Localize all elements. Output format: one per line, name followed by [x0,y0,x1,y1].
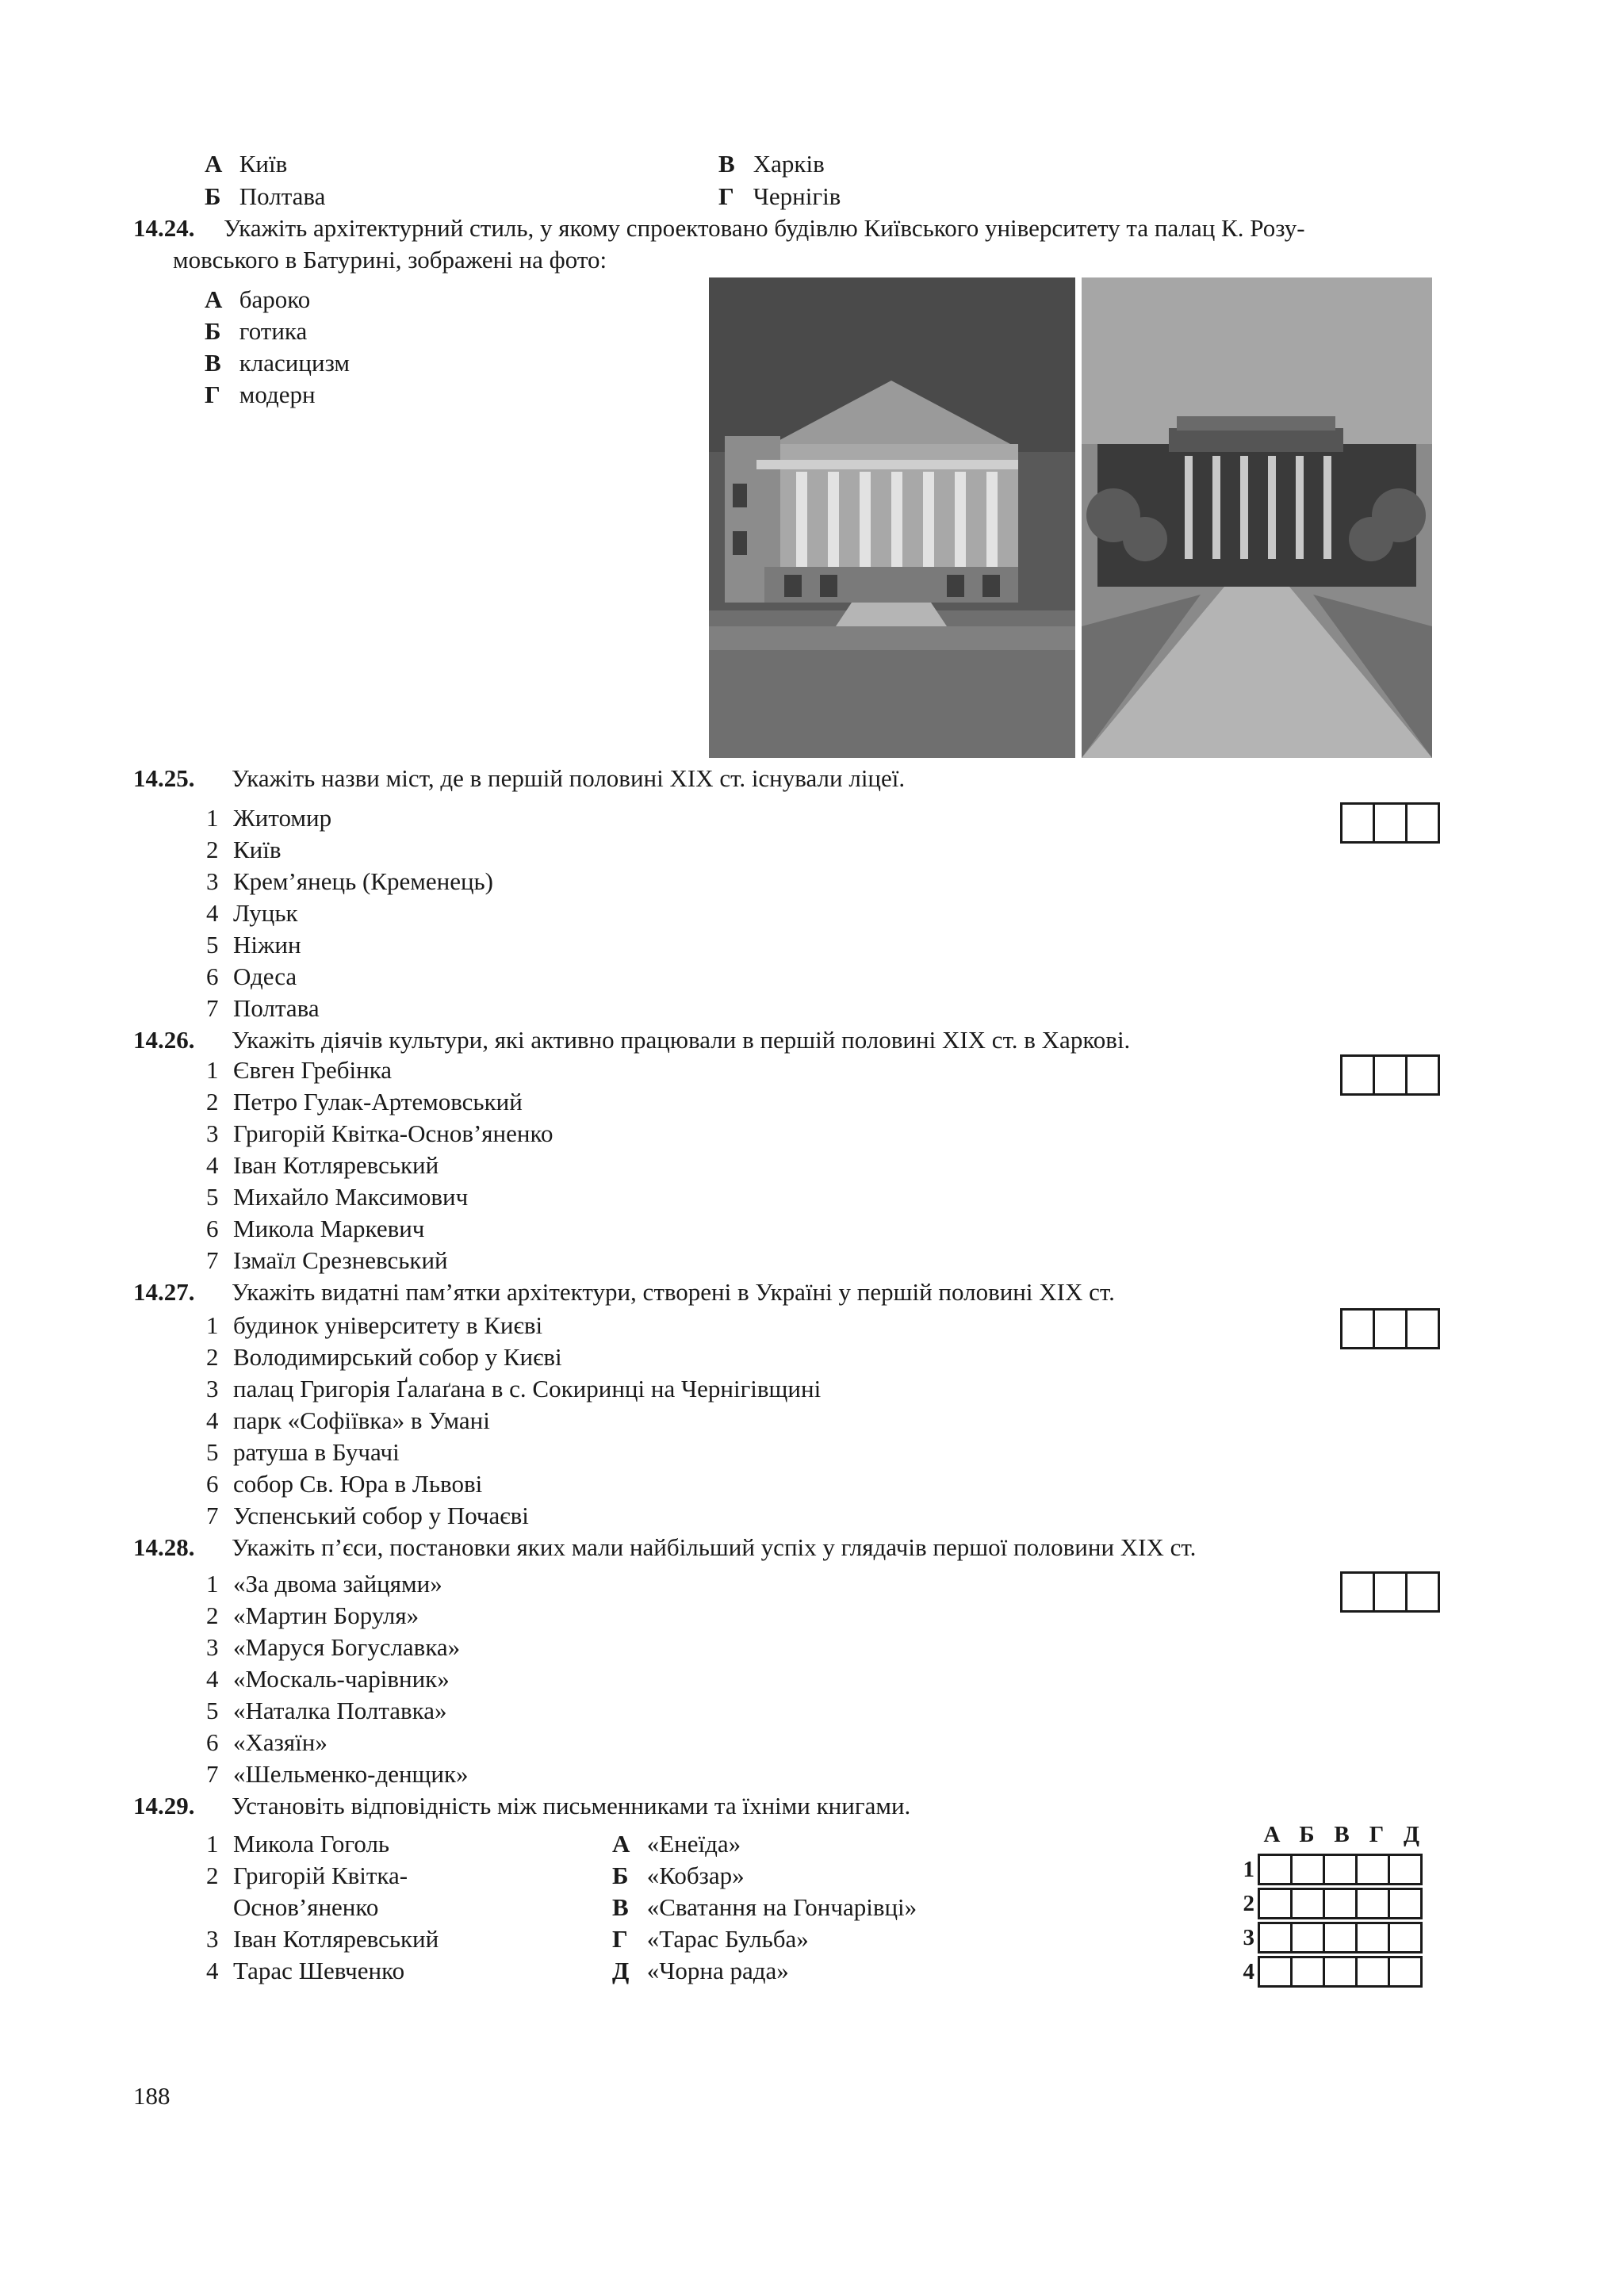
q26-question [133,1024,1481,1056]
question-text: Укажіть п’єси, постановки яких мали найбільший успіх у глядачів першої половини XIX ст. [232,1533,1197,1561]
q28-item-3: 3 «Маруся Богуславка» [206,1633,461,1661]
q26-item-4: 4 Іван Котляревський [206,1151,439,1179]
answer-cell[interactable] [1373,802,1408,844]
q26-item-2: 2 Петро Гулак-Артемовський [206,1088,523,1115]
q26-answer-boxes[interactable] [1340,1054,1440,1096]
question-text: Установіть відповідність між письменниками та їхніми книгами. [232,1792,911,1820]
q27-item-7: 7 Успенський собор у Почаєві [206,1502,529,1529]
answer-cell[interactable] [1373,1571,1408,1613]
q23-option-b: Б Полтава [205,182,326,210]
answer-cell[interactable] [1355,1922,1390,1954]
q24-question-cont: мовського в Батурині, зображені на фото: [173,246,607,274]
q27-item-5: 5 ратуша в Бучачі [206,1438,400,1466]
question-text: Укажіть діячів культури, які активно працювали в першій половині XIX ст. в Харкові. [232,1026,1131,1054]
q25-item-3: 3 Крем’янець (Кременець) [206,867,493,895]
q26-item-7: 7 Ізмаїл Срезневський [206,1246,448,1274]
answer-cell[interactable] [1388,1854,1423,1885]
answer-cell[interactable] [1373,1054,1408,1096]
q24-option-v: В класицизм [205,349,350,377]
grid-col-label: В [1334,1822,1350,1847]
q25-item-2: 2 Київ [206,836,282,863]
answer-cell[interactable] [1323,1854,1358,1885]
grid-row-label: 1 [1243,1856,1254,1882]
answer-cell[interactable] [1323,1888,1358,1919]
answer-cell[interactable] [1323,1922,1358,1954]
q28-item-2: 2 «Мартин Боруля» [206,1601,419,1629]
q28-item-6: 6 «Хазяїн» [206,1728,327,1756]
q29-author-4: 4 Тарас Шевченко [206,1957,405,1984]
q27-item-1: 1 будинок університету в Києві [206,1311,543,1339]
university-image [1082,277,1432,758]
answer-cell[interactable] [1405,1054,1440,1096]
q29-book-a: А «Енеїда» [612,1830,741,1858]
q25-answer-boxes[interactable] [1340,802,1440,844]
q26-item-1: 1 Євген Гребінка [206,1056,393,1084]
answer-cell[interactable] [1258,1956,1293,1988]
answer-cell[interactable] [1340,1054,1375,1096]
q29-grid-row-1 [1234,1854,1423,1885]
question-number: 14.25. [133,764,195,792]
q28-item-4: 4 «Москаль-чарівник» [206,1665,450,1693]
question-number: 14.29. [133,1792,195,1820]
q29-grid-row-4 [1234,1956,1423,1988]
q29-book-d: Д «Чорна рада» [612,1957,789,1984]
q29-grid-row-2 [1234,1888,1423,1919]
question-number: 14.28. [133,1533,195,1561]
q29-author-3: 3 Іван Котляревський [206,1925,439,1953]
palace-image [709,277,1075,758]
q23-option-g: Г Чернігів [718,182,841,210]
answer-cell[interactable] [1258,1922,1293,1954]
answer-cell[interactable] [1405,1308,1440,1349]
answer-cell[interactable] [1290,1922,1325,1954]
q28-answer-boxes[interactable] [1340,1571,1440,1613]
answer-cell[interactable] [1290,1854,1325,1885]
answer-cell[interactable] [1340,1571,1375,1613]
grid-col-label: Г [1369,1822,1385,1847]
q25-item-7: 7 Полтава [206,994,320,1022]
q23-option-a: А Київ [205,150,288,178]
answer-cell[interactable] [1405,1571,1440,1613]
answer-cell[interactable] [1290,1888,1325,1919]
q29-book-v: В «Сватання на Гончарівці» [612,1893,917,1921]
grid-col-label: Б [1299,1822,1315,1847]
q24-option-g: Г модерн [205,381,316,408]
q29-author-2: 2 Григорій Квітка- [206,1862,408,1889]
answer-cell[interactable] [1323,1956,1358,1988]
q29-book-b: Б «Кобзар» [612,1862,745,1889]
question-number: 14.24. [133,214,195,242]
answer-cell[interactable] [1388,1956,1423,1988]
answer-cell[interactable] [1405,802,1440,844]
answer-cell[interactable] [1258,1888,1293,1919]
q29-author-1: 1 Микола Гоголь [206,1830,390,1858]
grid-col-label: Д [1404,1822,1419,1847]
q23-option-v: В Харків [718,150,825,178]
q29-grid-header [1254,1822,1429,1848]
q25-item-6: 6 Одеса [206,962,297,990]
q27-item-3: 3 палац Григорія Ґалаґана в с. Сокиринці на Чернігівщині [206,1375,822,1402]
answer-cell[interactable] [1340,802,1375,844]
q29-author-2-cont: Основ’яненко [233,1893,379,1921]
answer-cell[interactable] [1388,1888,1423,1919]
photo-razumovsky-palace [709,277,1075,758]
q29-book-g: Г «Тарас Бульба» [612,1925,809,1953]
q27-question [133,1276,1481,1308]
q24-option-b: Б готика [205,317,308,345]
question-text: Укажіть видатні пам’ятки архітектури, створені в Україні у першій половині XIX ст. [232,1278,1115,1306]
question-number: 14.26. [133,1026,195,1054]
q26-item-3: 3 Григорій Квітка-Основ’яненко [206,1119,553,1147]
question-text: Укажіть архітектурний стиль, у якому спроектовано будівлю Київського університету та палац К. Розу- [224,214,1305,242]
q28-item-1: 1 «За двома зайцями» [206,1570,442,1598]
q28-item-7: 7 «Шельменко-денщик» [206,1760,469,1788]
q28-question [133,1532,1481,1563]
answer-cell[interactable] [1290,1956,1325,1988]
photo-kyiv-university [1082,277,1432,758]
q27-item-4: 4 парк «Софіївка» в Умані [206,1406,490,1434]
answer-cell[interactable] [1340,1308,1375,1349]
grid-row-label: 2 [1243,1890,1254,1916]
page-number: 188 [133,2082,170,2110]
grid-row-label: 3 [1243,1924,1254,1950]
question-text: Укажіть назви міст, де в першій половині XIX ст. існували ліцеї. [232,764,906,792]
answer-cell[interactable] [1355,1888,1390,1919]
q25-item-4: 4 Луцьк [206,899,298,927]
answer-cell[interactable] [1355,1854,1390,1885]
question-number: 14.27. [133,1278,195,1306]
q25-item-5: 5 Ніжин [206,931,301,959]
q29-question [133,1790,1481,1822]
answer-cell[interactable] [1258,1854,1293,1885]
q27-answer-boxes[interactable] [1340,1308,1440,1349]
grid-row-label: 4 [1243,1958,1254,1984]
q26-item-5: 5 Михайло Максимович [206,1183,469,1211]
q24-option-a: А бароко [205,285,311,313]
q29-grid-row-3 [1234,1922,1423,1954]
answer-cell[interactable] [1388,1922,1423,1954]
grid-col-label: А [1263,1822,1281,1847]
answer-cell[interactable] [1373,1308,1408,1349]
q27-item-2: 2 Володимирський собор у Києві [206,1343,562,1371]
q25-question [133,763,1481,794]
answer-cell[interactable] [1355,1956,1390,1988]
q27-item-6: 6 собор Св. Юра в Львові [206,1470,483,1498]
q26-item-6: 6 Микола Маркевич [206,1215,425,1242]
q24-question [133,212,1481,244]
q25-item-1: 1 Житомир [206,804,332,832]
q28-item-5: 5 «Наталка Полтавка» [206,1697,447,1724]
